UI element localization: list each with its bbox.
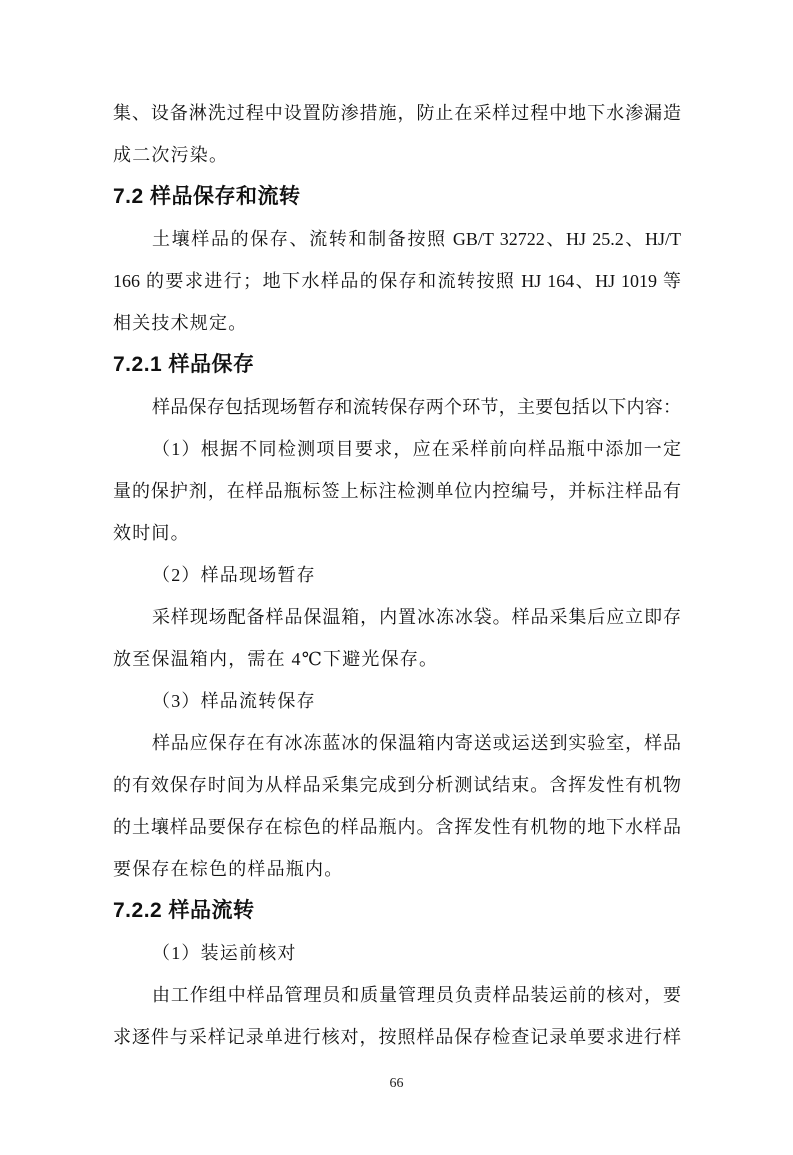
text-line: 相关技术规定。 xyxy=(113,313,248,333)
text-line: 样品应保存在有冰冻蓝冰的保温箱内寄送或运送到实验室，样品 xyxy=(152,733,681,753)
text-line: 效时间。 xyxy=(113,523,190,543)
text-line: （1）装运前核对 xyxy=(152,943,297,963)
section-heading-7-2-1: 7.2.1 样品保存 xyxy=(113,353,255,376)
text-line: 由工作组中样品管理员和质量管理员负责样品装运前的核对，要 xyxy=(152,985,681,1005)
text-line: 166 的要求进行；地下水样品的保存和流转按照 HJ 164、HJ 1019 等 xyxy=(113,271,681,291)
text-line: 土壤样品的保存、流转和制备按照 GB/T 32722、HJ 25.2、HJ/T xyxy=(152,229,681,249)
text-line: 的土壤样品要保存在棕色的样品瓶内。含挥发性有机物的地下水样品 xyxy=(113,817,681,837)
text-line: 要保存在棕色的样品瓶内。 xyxy=(113,859,344,879)
text-line: 求逐件与采样记录单进行核对，按照样品保存检查记录单要求进行样 xyxy=(113,1027,681,1047)
text-line: 采样现场配备样品保温箱，内置冰冻冰袋。样品采集后应立即存 xyxy=(152,607,681,627)
section-heading-7-2-2: 7.2.2 样品流转 xyxy=(113,899,255,922)
text-line: 放至保温箱内，需在 4℃下避光保存。 xyxy=(113,649,439,669)
section-heading-7-2: 7.2 样品保存和流转 xyxy=(113,185,301,208)
text-line: （1）根据不同检测项目要求，应在采样前向样品瓶中添加一定 xyxy=(152,439,681,459)
page-number: 66 xyxy=(389,1076,404,1091)
text-line: 量的保护剂，在样品瓶标签上标注检测单位内控编号，并标注样品有 xyxy=(113,481,681,501)
text-line: 样品保存包括现场暂存和流转保存两个环节，主要包括以下内容： xyxy=(152,397,681,417)
text-line: 成二次污染。 xyxy=(113,145,229,165)
text-line: （2）样品现场暂存 xyxy=(152,565,316,585)
text-line: 的有效保存时间为从样品采集完成到分析测试结束。含挥发性有机物 xyxy=(113,775,681,795)
document-body xyxy=(113,92,681,1058)
text-line: 集、设备淋洗过程中设置防渗措施，防止在采样过程中地下水渗漏造 xyxy=(113,103,681,123)
text-line: （3）样品流转保存 xyxy=(152,691,316,711)
